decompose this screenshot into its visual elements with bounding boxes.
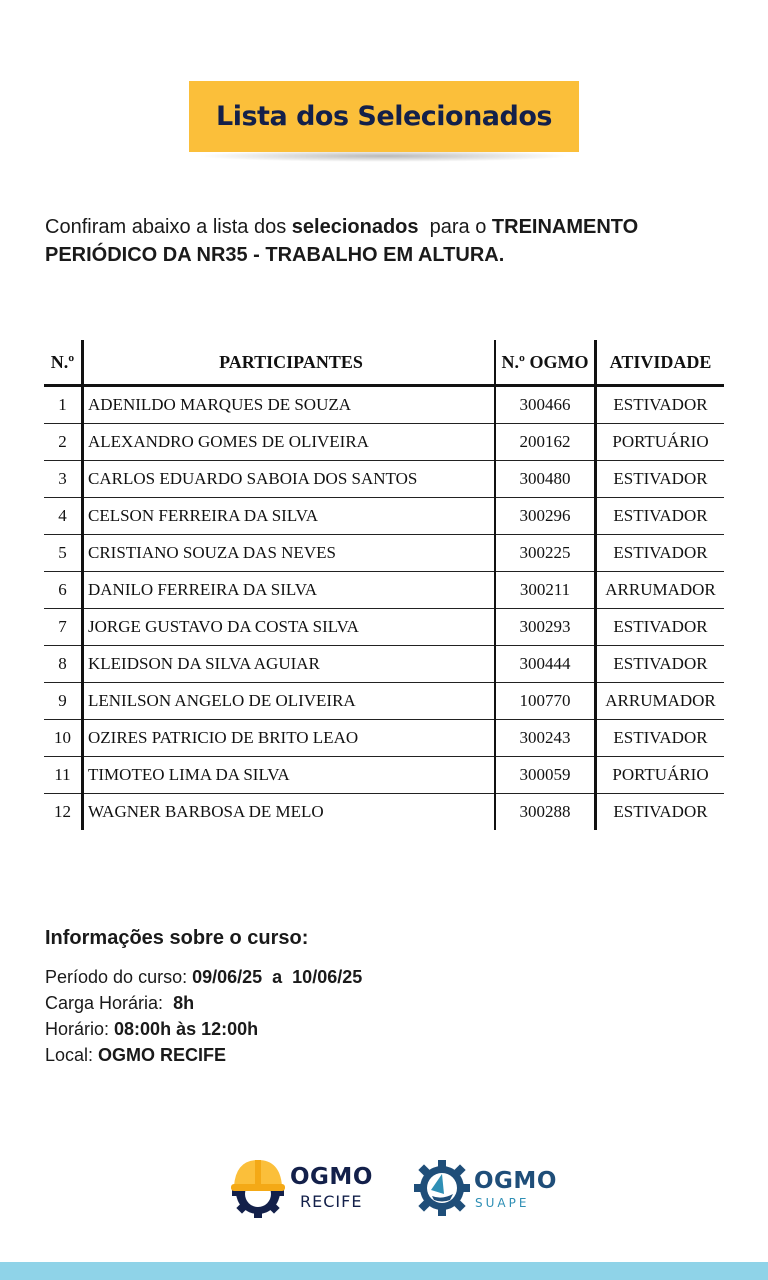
ogmo-number: 200162 [495,424,596,461]
row-number: 11 [44,757,83,794]
intro-text [45,213,735,269]
header-activity: ATIVIDADE [596,340,725,386]
course-location-value: OGMO RECIFE [98,1045,227,1065]
course-schedule [45,1016,645,1042]
row-number: 3 [44,461,83,498]
activity: ESTIVADOR [613,802,708,821]
ogmo-suape-logo [412,1154,562,1220]
table-row [44,683,724,720]
row-number: 6 [44,572,83,609]
activity: PORTUÁRIO [596,424,725,461]
row-number: 12 [54,802,71,821]
row-number: 5 [44,535,83,572]
table-row [44,535,724,572]
row-number: 7 [44,609,83,646]
table-header-row [44,340,724,386]
course-location [45,1042,645,1068]
participant-name: OZIRES PATRICIO DE BRITO LEAO [83,720,496,757]
page-title: Lista dos Selecionados [189,81,579,152]
recife-logo-main-text: OGMO [290,1164,373,1190]
header-ogmo-number: N.º OGMO [495,340,596,386]
table-row [44,572,724,609]
intro-part-2: para o [418,216,492,238]
activity: ESTIVADOR [596,535,725,572]
course-workload-label: Carga Horária: [45,993,174,1013]
suape-logo-sub-text: SUAPE [475,1196,530,1210]
row-number: 4 [44,498,83,535]
suape-logo-main-text: OGMO [474,1168,557,1194]
header-number: N.º [44,340,83,386]
ogmo-number: 300059 [495,757,596,794]
course-period-label: Período do curso: [45,967,193,987]
course-workload-value: 8h [173,993,195,1013]
activity: ESTIVADOR [596,646,725,683]
hard-hat-gear-icon [228,1156,288,1218]
ogmo-recife-logo [228,1154,378,1220]
participant-name: JORGE GUSTAVO DA COSTA SILVA [83,609,496,646]
ogmo-number: 300480 [495,461,596,498]
participant-name: ADENILDO MARQUES DE SOUZA [83,386,496,424]
row-number: 1 [44,386,83,424]
bottom-accent-bar [0,1262,768,1280]
course-schedule-value: 08:00h às 12:00h [114,1019,259,1039]
participant-name: TIMOTEO LIMA DA SILVA [83,757,496,794]
course-period-value: 09/06/25 a 10/06/25 [192,967,363,987]
ogmo-number: 300225 [495,535,596,572]
table-row [44,609,724,646]
table-row [44,794,724,831]
activity: ARRUMADOR [596,683,725,720]
participant-name: CRISTIANO SOUZA DAS NEVES [83,535,496,572]
recife-logo-sub-text: RECIFE [300,1192,363,1211]
intro-bold-2: TREINAMENTO PERIÓDICO DA NR35 - TRABALHO EM ALTURA. [45,216,639,266]
participant-name: KLEIDSON DA SILVA AGUIAR [83,646,496,683]
course-info [45,927,645,1068]
participant-name: WAGNER BARBOSA DE MELO [83,794,496,831]
course-location-label: Local: [45,1045,99,1065]
participant-name: CELSON FERREIRA DA SILVA [83,498,496,535]
ogmo-number: 300444 [495,646,596,683]
row-number: 10 [44,720,83,757]
activity: ESTIVADOR [596,386,725,424]
row-number: 2 [44,424,83,461]
table-row [44,757,724,794]
table-row [44,646,724,683]
ogmo-number: 300293 [495,609,596,646]
participant-name: DANILO FERREIRA DA SILVA [83,572,496,609]
activity: ESTIVADOR [596,609,725,646]
activity: ARRUMADOR [596,572,725,609]
activity: ESTIVADOR [596,498,725,535]
row-number: 8 [44,646,83,683]
ogmo-number: 300288 [495,794,596,831]
table-row [44,386,724,424]
participant-name: LENILSON ANGELO DE OLIVEIRA [83,683,496,720]
table-row [44,424,724,461]
ogmo-number: 100770 [495,683,596,720]
activity: PORTUÁRIO [596,757,725,794]
header-participants: PARTICIPANTES [83,340,496,386]
table-row [44,498,724,535]
course-schedule-label: Horário: [45,1019,115,1039]
participants-table [44,340,724,830]
activity: ESTIVADOR [596,720,725,757]
table-row [44,720,724,757]
table-row [44,461,724,498]
logos-footer [0,1154,768,1220]
ogmo-number: 300466 [495,386,596,424]
participant-name: CARLOS EDUARDO SABOIA DOS SANTOS [83,461,496,498]
ship-gear-icon [414,1160,470,1216]
course-period [45,964,645,990]
participant-name: ALEXANDRO GOMES DE OLIVEIRA [83,424,496,461]
ogmo-number: 300211 [495,572,596,609]
activity: ESTIVADOR [596,461,725,498]
ogmo-number: 300243 [495,720,596,757]
title-banner [189,81,579,152]
row-number: 9 [44,683,83,720]
ogmo-number: 300296 [495,498,596,535]
course-workload [45,990,645,1016]
course-info-heading: Informações sobre o curso: [45,927,309,949]
intro-part-1: Confiram abaixo a lista dos [45,216,292,238]
intro-bold-1: selecionados [291,216,419,238]
